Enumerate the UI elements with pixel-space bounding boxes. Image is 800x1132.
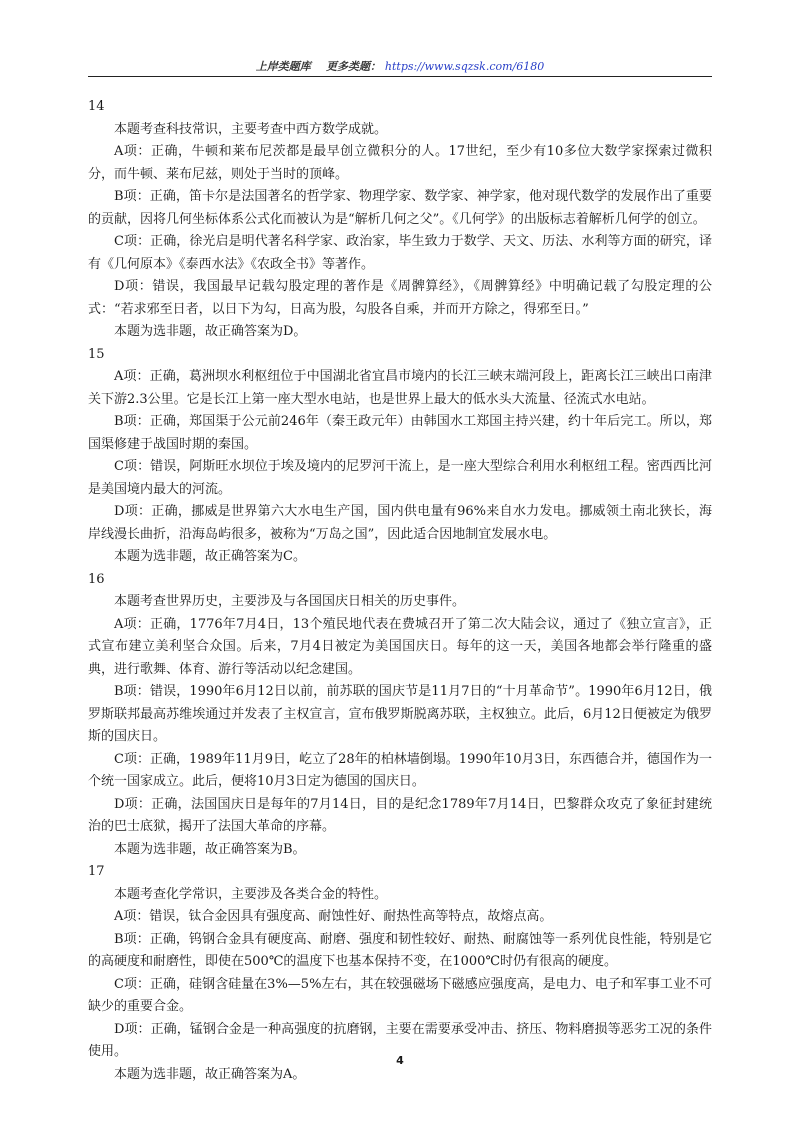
explanation-paragraph: 本题为选非题，故正确答案为C。 [114,549,306,564]
explanation-paragraph: A项：正确，牛顿和莱布尼茨都是最早创立微积分的人。17世纪，至少有10多位大数学家探索过微积分，而牛顿、莱布尼兹，则处于当时的顶峰。 [88,144,712,182]
explanation-paragraph: A项：正确，葛洲坝水利枢纽位于中国湖北省宜昌市境内的长江三峡末端河段上，距离长江三峡出口南津关下游2.3公里。它是长江上第一座大型水电站，也是世界上最大的低水头大流量、径流式水电站。 [88,369,712,407]
question-number: 17 [88,864,105,879]
explanation-paragraph: B项：正确，郑国渠于公元前246年（秦王政元年）由韩国水工郑国主持兴建，约十年后完工。所以，郑国渠修建于战国时期的秦国。 [88,414,712,452]
page-header [0,58,800,74]
answer-explanations [88,96,712,1086]
question-number: 16 [88,571,105,587]
explanation-paragraph: A项：正确，1776年7月4日，13个殖民地代表在费城召开了第二次大陆会议，通过了《独立宣言》，正式宣布建立美利坚合众国。后来，7月4日被定为美国国庆日。每年的这一天，美国各地都会举行隆重的盛典，进行歌舞、体育、游行等活动以纪念建国。 [88,616,712,677]
explanation-paragraph: C项：错误，阿斯旺水坝位于埃及境内的尼罗河干流上，是一座大型综合利用水利枢纽工程。密西西比河是美国境内最大的河流。 [88,459,712,497]
explanation-paragraph: B项：正确，笛卡尔是法国著名的哲学家、物理学家、数学家、神学家，他对现代数学的发展作出了重要的贡献，因将几何坐标体系公式化而被认为是“解析几何之父”。《几何学》的出版标志着解析几何学的创立。 [88,189,712,227]
explanation-paragraph: 本题考查化学常识，主要涉及各类合金的特性。 [114,886,388,902]
explanation-paragraph: D项：正确，挪威是世界第六大水电生产国，国内供电量有96%来自水力发电。挪威领土南北狭长，海岸线漫长曲折，沿海岛屿很多，被称为“万岛之国”，因此适合因地制宜发展水电。 [88,504,712,542]
explanation-paragraph: C项：正确，1989年11月9日，屹立了28年的柏林墙倒塌。1990年10月3日，东西德合并，德国作为一个统一国家成立。此后，便将10月3日定为德国的国庆日。 [88,751,712,789]
header-link[interactable]: https://www.sqzsk.com/6180 [384,60,545,73]
header-label: 上岸类题库 [255,60,311,73]
header-divider [88,76,712,77]
explanation-paragraph: B项：正确，钨钢合金具有硬度高、耐磨、强度和韧性较好、耐热、耐腐蚀等一系列优良性能，特别是它的高硬度和耐磨性，即使在500℃的温度下也基本保持不变，在1000℃时仍有很高的硬度。 [88,931,712,969]
explanation-paragraph: A项：错误，钛合金因具有强度高、耐蚀性好、耐热性高等特点，故熔点高。 [114,909,553,924]
explanation-paragraph: D项：正确，法国国庆日是每年的7月14日，目的是纪念1789年7月14日，巴黎群众攻克了象征封建统治的巴士底狱，揭开了法国大革命的序幕。 [88,796,712,834]
explanation-paragraph: C项：正确，硅钢含硅量在3%—5%左右，其在较强磁场下磁感应强度高，是电力、电子和军事工业不可缺少的重要合金。 [88,976,712,1014]
explanation-paragraph: B项：错误，1990年6月12日以前，前苏联的国庆节是11月7日的“十月革命节”。1990年6月12日，俄罗斯联邦最高苏维埃通过并发表了主权宣言，宣布俄罗斯脱离苏联，主权独立。此后，6月12日便被定为俄罗斯的国庆日。 [88,684,712,744]
explanation-paragraph: 本题考查世界历史，主要涉及与各国国庆日相关的历史事件。 [114,594,466,609]
explanation-paragraph: 本题为选非题，故正确答案为B。 [114,841,306,857]
explanation-paragraph: 本题为选非题，故正确答案为A。 [114,1066,306,1082]
explanation-paragraph: C项：正确，徐光启是明代著名科学家、政治家，毕生致力于数学、天文、历法、水利等方面的研究，译有《几何原本》《泰西水法》《农政全书》等著作。 [88,234,712,272]
page-number: 4 [396,1054,404,1067]
header-more-label: 更多类题： [326,60,382,73]
explanation-paragraph: 本题考查科技常识，主要考查中西方数学成就。 [114,121,388,137]
explanation-paragraph: D项：正确，锰钢合金是一种高强度的抗磨钢，主要在需要承受冲击、挤压、物料磨损等恶劣工况的条件使用。 [88,1021,712,1059]
explanation-paragraph: 本题为选非题，故正确答案为D。 [114,324,307,339]
explanation-paragraph: D项：错误，我国最早记载勾股定理的著作是《周髀算经》，《周髀算经》中明确记载了勾股定理的公式：“若求邪至日者，以日下为勾，日高为股，勾股各自乘，并而开方除之，得邪至日。” [88,279,712,317]
question-number: 15 [88,346,105,362]
question-number: 14 [88,99,105,114]
